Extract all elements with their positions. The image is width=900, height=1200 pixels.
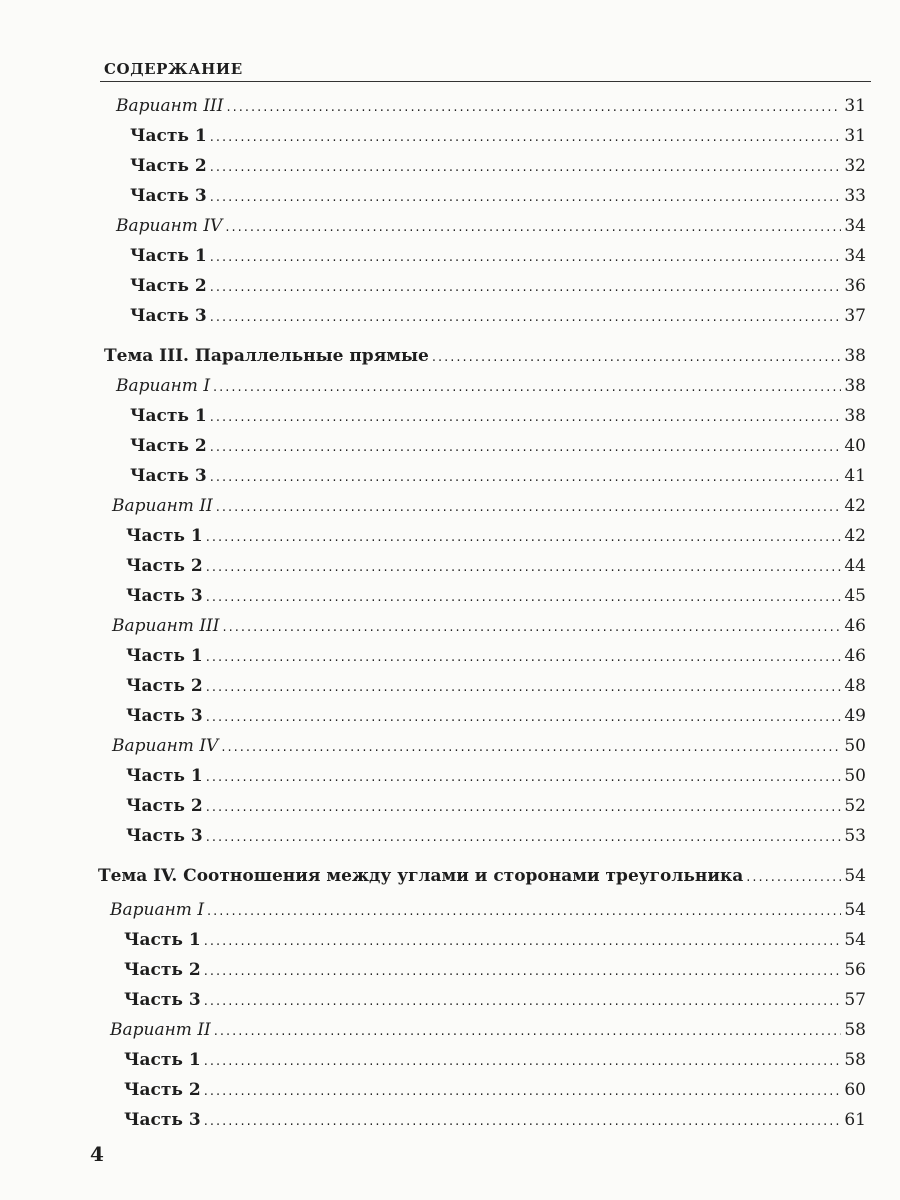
toc-entry-page: 42	[844, 526, 866, 546]
dot-leader	[225, 220, 841, 235]
dot-leader	[213, 380, 841, 395]
dot-leader	[207, 904, 841, 919]
toc-entry-page: 53	[844, 826, 866, 846]
toc-entry-label: Часть 3	[126, 826, 203, 846]
toc-entry-label: Часть 2	[126, 676, 203, 696]
toc-entry-page: 52	[844, 796, 866, 816]
dot-leader	[204, 964, 842, 979]
toc-entry-page: 49	[844, 706, 866, 726]
toc-entry-label: Часть 1	[130, 246, 207, 266]
toc-entry-part	[130, 406, 866, 430]
dot-leader	[222, 620, 841, 635]
toc-entry-part	[126, 826, 866, 850]
toc-entry-page: 38	[844, 406, 866, 426]
dot-leader	[206, 800, 842, 815]
toc-entry-part	[124, 1080, 866, 1104]
toc-entry-label: Часть 1	[126, 646, 203, 666]
dot-leader	[210, 160, 842, 175]
toc-entry-part	[130, 246, 866, 270]
dot-leader	[210, 410, 842, 425]
toc-entry-label: Вариант IV	[112, 736, 219, 756]
page-number: 4	[90, 1142, 104, 1166]
toc-entry-page: 44	[844, 556, 866, 576]
dot-leader	[204, 1114, 842, 1129]
toc-entry-part	[124, 930, 866, 954]
dot-leader	[206, 710, 842, 725]
toc-entry-part	[130, 306, 866, 330]
dot-leader	[204, 1084, 842, 1099]
toc-entry-page: 31	[844, 126, 866, 146]
toc-entry-page: 33	[844, 186, 866, 206]
toc-entry-part	[126, 796, 866, 820]
toc-entry-page: 41	[844, 466, 866, 486]
toc-entry-label: Часть 2	[126, 796, 203, 816]
toc-entry-label: Часть 3	[130, 466, 207, 486]
toc-entry-page: 42	[844, 496, 866, 516]
dot-leader	[216, 500, 842, 515]
dot-leader	[210, 250, 842, 265]
toc-entry-part	[126, 586, 866, 610]
toc-entry-label: Вариант I	[116, 376, 211, 396]
toc-entry-page: 54	[844, 930, 866, 950]
toc-entry-page: 50	[844, 736, 866, 756]
toc-entry-label: Часть 2	[130, 156, 207, 176]
dot-leader	[206, 680, 842, 695]
dot-leader	[210, 190, 842, 205]
toc-entry-variant	[116, 96, 866, 120]
toc-entry-part	[130, 156, 866, 180]
toc-entry-part	[126, 646, 866, 670]
toc-entry-label: Часть 2	[124, 1080, 201, 1100]
toc-entry-variant	[112, 616, 866, 640]
dot-leader	[746, 870, 841, 885]
toc-entry-part	[126, 526, 866, 550]
toc-entry-variant	[110, 900, 866, 924]
toc-entry-page: 38	[844, 376, 866, 396]
dot-leader	[204, 934, 842, 949]
toc-entry-label: Вариант II	[110, 1020, 211, 1040]
toc-entry-page: 34	[844, 246, 866, 266]
toc-entry-label: Часть 1	[126, 526, 203, 546]
dot-leader	[210, 470, 842, 485]
toc-entry-page: 36	[844, 276, 866, 296]
toc-entry-label: Часть 2	[124, 960, 201, 980]
toc-entry-part	[126, 676, 866, 700]
dot-leader	[210, 280, 842, 295]
dot-leader	[210, 310, 842, 325]
toc-entry-page: 38	[844, 346, 866, 366]
toc-entry-page: 60	[844, 1080, 866, 1100]
toc-entry-variant	[112, 496, 866, 520]
toc-entry-label: Часть 3	[130, 186, 207, 206]
toc-entry-label: Часть 1	[130, 126, 207, 146]
toc-entry-label: Часть 3	[126, 586, 203, 606]
toc-entry-variant	[110, 1020, 866, 1044]
toc-entry-page: 31	[844, 96, 866, 116]
toc-entry-page: 37	[844, 306, 866, 326]
dot-leader	[221, 740, 841, 755]
toc-entry-page: 48	[844, 676, 866, 696]
dot-leader	[214, 1024, 842, 1039]
toc-entry-label: Тема IV. Соотношения между углами и сторонами треугольника	[98, 866, 744, 886]
toc-entry-label: Вариант III	[116, 96, 224, 116]
dot-leader	[210, 440, 842, 455]
toc-entry-label: Тема III. Параллельные прямые	[104, 346, 429, 366]
page-header-title: СОДЕРЖАНИЕ	[104, 60, 243, 78]
toc-entry-page: 58	[844, 1050, 866, 1070]
toc-entry-part	[130, 126, 866, 150]
toc-entry-page: 46	[844, 646, 866, 666]
toc-entry-label: Часть 2	[130, 276, 207, 296]
toc-entry-part	[124, 990, 866, 1014]
dot-leader	[204, 994, 842, 1009]
toc-entry-label: Вариант II	[112, 496, 213, 516]
dot-leader	[204, 1054, 842, 1069]
toc-entry-part	[130, 186, 866, 210]
toc-entry-part	[130, 276, 866, 300]
toc-entry-label: Часть 1	[130, 406, 207, 426]
toc-entry-page: 58	[844, 1020, 866, 1040]
dot-leader	[206, 650, 842, 665]
toc-entry-label: Часть 1	[126, 766, 203, 786]
toc-entry-page: 61	[844, 1110, 866, 1130]
toc-entry-page: 32	[844, 156, 866, 176]
toc-entry-part	[124, 1110, 866, 1134]
toc-entry-label: Вариант III	[112, 616, 220, 636]
toc-entry-part	[124, 960, 866, 984]
toc-entry-part	[126, 706, 866, 730]
toc-entry-label: Часть 1	[124, 1050, 201, 1070]
toc-entry-variant	[116, 216, 866, 240]
dot-leader	[206, 830, 842, 845]
dot-leader	[210, 130, 842, 145]
toc-entry-page: 40	[844, 436, 866, 456]
toc-entry-topic	[98, 866, 866, 890]
toc-entry-page: 45	[844, 586, 866, 606]
toc-entry-page: 54	[844, 900, 866, 920]
toc-entry-page: 56	[844, 960, 866, 980]
toc-entry-label: Часть 2	[130, 436, 207, 456]
toc-entry-page: 54	[844, 866, 866, 886]
toc-entry-variant	[112, 736, 866, 760]
dot-leader	[206, 590, 842, 605]
toc-entry-label: Часть 3	[124, 1110, 201, 1130]
toc-entry-label: Вариант I	[110, 900, 205, 920]
toc-entry-part	[130, 466, 866, 490]
toc-entry-label: Вариант IV	[116, 216, 223, 236]
toc-entry-variant	[116, 376, 866, 400]
toc-entry-part	[126, 766, 866, 790]
toc-entry-part	[124, 1050, 866, 1074]
toc-entry-label: Часть 1	[124, 930, 201, 950]
dot-leader	[226, 100, 841, 115]
toc-entry-label: Часть 3	[124, 990, 201, 1010]
toc-entry-label: Часть 2	[126, 556, 203, 576]
toc-entry-label: Часть 3	[126, 706, 203, 726]
toc-entry-part	[126, 556, 866, 580]
toc-entry-page: 34	[844, 216, 866, 236]
toc-entry-page: 50	[844, 766, 866, 786]
toc-entry-part	[130, 436, 866, 460]
dot-leader	[206, 560, 842, 575]
toc-entry-topic	[104, 346, 866, 370]
toc-entry-label: Часть 3	[130, 306, 207, 326]
dot-leader	[206, 770, 842, 785]
dot-leader	[206, 530, 842, 545]
dot-leader	[432, 350, 841, 365]
toc-entry-page: 46	[844, 616, 866, 636]
toc-entry-page: 57	[844, 990, 866, 1010]
